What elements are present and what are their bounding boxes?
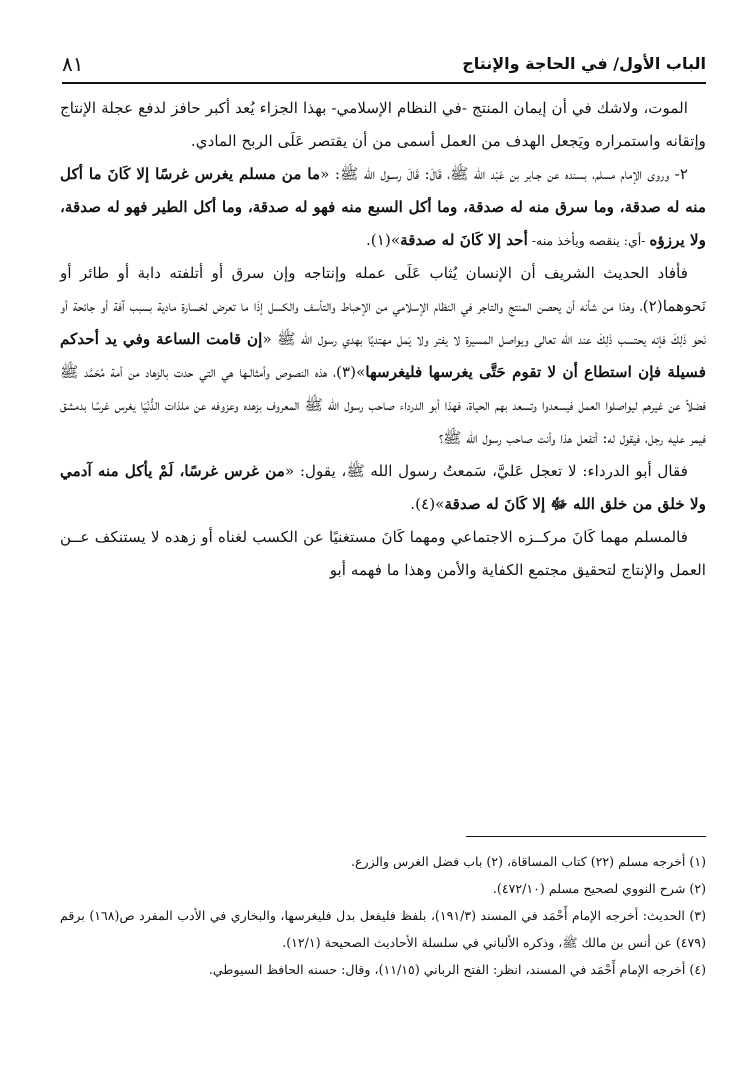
footnote-2: (٢) شرح النووي لصحيح مسلم (٤٧٢/١٠).: [492, 881, 706, 896]
paragraph-4: [60, 455, 706, 521]
paragraph-2-intro: ٢- وروى الإمام مسلم، بسنده عن جـابر بن عَبْد الله ﷺ، قَالَ: قَالَ رسـول الله ﷺ: «: [320, 165, 688, 183]
page-header: [62, 50, 706, 84]
paragraph-4-end: »(٤).: [410, 495, 445, 513]
main-text: [60, 92, 706, 587]
hadith-gloss: -أي: ينقصه ويأخذ منه-: [527, 233, 650, 248]
paragraph-3: [60, 257, 706, 455]
footnote-separator: [466, 836, 706, 837]
paragraph-2-end: »(١).: [365, 231, 401, 249]
hadith-text-1: ما من مسلم يغرس غرسًا إلا كَانَ ما أكل منه له صدقة، وما سرق منه له صدقة، وما أكل السبع منه فهو له صدقة، وما أكل الطير فهو له صدقة، ولا يرزؤه: [60, 165, 706, 249]
running-title: الباب الأول/ في الحاجة والإنتاج: [462, 54, 706, 73]
paragraph-4-part-a: فقال أبو الدرداء: لا تعجل عَليَّ، سَمعتُ رسول الله ﷺ، يقول: «: [284, 462, 688, 480]
hadith-text-4: من غرس غرسًا، لَمْ يأكل منه آدمي ولا خلق من خلق الله ﷻ إلا كَانَ له صدقة: [60, 462, 706, 513]
paragraph-3-part-a: فأفاد الحديث الشريف أن الإنسان يُثاب عَلَى عمله وإنتاجه وإن سرق أو أتلفته دابة أو طائر أو نَحوهما(٢)، وهذا من شأنه أن يحصن المنتج والتاجر في النظام الإسلامي من الإحباط والتأسف والكسل إذَا ما تعرض لخسارة مادية بسبب آفة أو جائحة أو نَحو ذَلِكَ فإنه يحتسب ذَلِكَ عند الله تعالى ويواصل المسيرة لا يفتر ولا يَمل مهتديًا بهدي رسول الله ﷺ «: [60, 264, 707, 348]
page-number: ٨١: [62, 52, 84, 76]
header-rule: [62, 82, 706, 84]
footnote-3: (٣) الحديث: أخرجه الإمام أَحْمَد في المسند (١٩١/٣)، بلفظ فليفعل بدل فليغرسها، والبخاري في الأدب المفرد ص(١٦٨) برقم (٤٧٩) عن أنس بن مالك ﷺ، وذكره الألباني في سلسلة الأحاديث الصحيحة (١٢/١).: [60, 908, 706, 950]
footnote-1: (١) أخرجه مسلم (٢٢) كتاب المساقاة، (٢) باب فضل الغرس والزرع.: [351, 854, 706, 869]
footnote-4: (٤) أخرجه الإمام أَحْمَد في المسند، انظر: الفتح الرباني (١١/١٥)، وقال: حسنه الحافظ السيوطي.: [208, 962, 706, 977]
paragraph-3-part-b: »(٣)، هذه النصوص وأمثالـها هي التي حدت بالزهاد من أمة مُحَمَّد ﷺ فضلاً عن غيرهم ليواصلوا العمل فيسعدوا وتسعد بهم الحياة، فهذا أبو الدرداء صاحب رسول الله ﷺ المعروف بزهده وعزوفه عن ملذات الدُّنْيَا يغرس غرسًا بدمشق فيمر عليه رجل، فيقول له: أتفعل هذا وأنت صاحب رسول الله ﷺ؟: [60, 363, 706, 447]
paragraph-5: فالمسلم مهما كَانَ مركــزه الاجتماعي ومهما كَانَ مستغنيًا عن الكسب لغناه أو زهده لا يستنكف عــن العمل والإنتاج لتحقيق مجتمع الكفاية والأمن وهذا ما فهمه أبو: [60, 528, 706, 579]
footnotes: [60, 848, 706, 983]
hadith-text-2: أحد إلا كَانَ له صدقة: [400, 231, 528, 249]
hadith-text-3: إن قامت الساعة وفي يد أحدكم فسيلة فإن استطاع أن لا تقوم حَتَّى يغرسها فليغرسها: [60, 330, 706, 381]
paragraph-2: [60, 158, 706, 257]
paragraph-1: الموت، ولاشك في أن إيمان المنتج -في النظام الإسلامي- بهذا الجزاء يُعد أكبر حافز لدفع عجلة الإنتاج وإتقانه واستمراره ويَجعل الهدف من العمل أسمى من أن يقتصر عَلَى الربح المادي.: [60, 99, 706, 150]
